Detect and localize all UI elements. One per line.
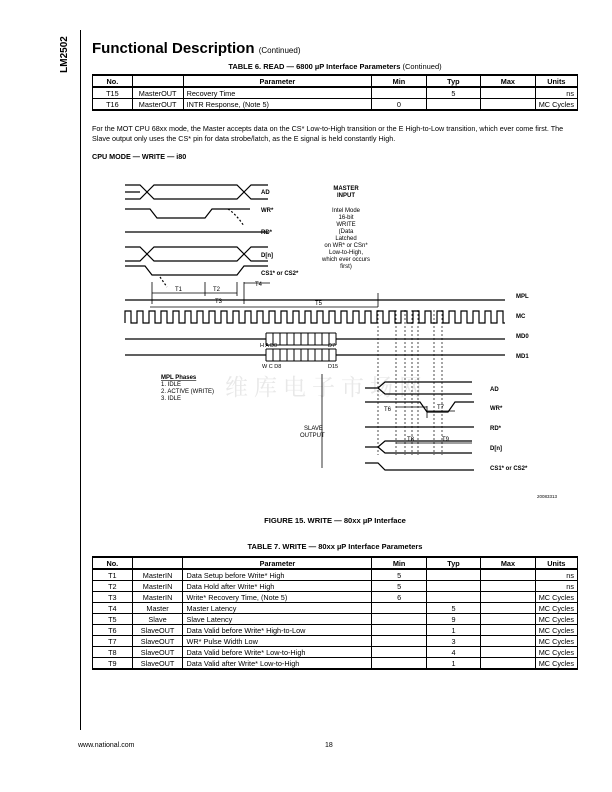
slave-sig-cs: CS1* or CS2* <box>490 466 528 472</box>
table-cell-max <box>481 569 535 581</box>
bus-label-mc: MC <box>516 314 526 320</box>
timing-t1: T1 <box>175 287 183 293</box>
table-cell-type: Master <box>132 603 183 614</box>
table-cell-min: 5 <box>372 581 426 592</box>
table-cell-param: Data Valid before Write* Low-to-High <box>183 647 372 658</box>
table-cell-no: T7 <box>93 636 133 647</box>
table-header-cell: Parameter <box>183 75 372 87</box>
section-title-text: Functional Description <box>92 40 255 57</box>
table-cell-type: MasterOUT <box>132 99 183 111</box>
bus-label-md0: MD0 <box>516 334 529 340</box>
table-cell-type: SlaveOUT <box>132 658 183 670</box>
table-cell-units: MC Cycles <box>535 614 577 625</box>
table-cell-typ: 5 <box>426 87 480 99</box>
master-input-note-line: which ever occurs <box>321 257 371 263</box>
master-input-note-line: on WR* or CSn* <box>324 243 368 249</box>
table-cell-max <box>481 658 535 670</box>
table-cell-units: MC Cycles <box>535 647 577 658</box>
table-cell-max <box>481 625 535 636</box>
slave-sig-wr: WR* <box>490 406 503 412</box>
table-cell-max <box>481 581 535 592</box>
table-cell-typ <box>426 569 480 581</box>
mpl-phase-3: 3. IDLE <box>161 396 182 402</box>
table-cell-max <box>481 603 535 614</box>
table-cell-units: MC Cycles <box>535 636 577 647</box>
table-cell-param: Data Hold after Write* High <box>183 581 372 592</box>
table-header-cell: Units <box>535 557 577 569</box>
timing-t3: T3 <box>215 299 223 305</box>
table-header-cell: Units <box>535 75 577 87</box>
table6-caption: TABLE 6. READ — 6800 µP Interface Parameters (Continued) <box>228 62 442 71</box>
table-row <box>93 614 578 625</box>
table-cell-min <box>372 625 426 636</box>
table-cell-type: SlaveOUT <box>132 636 183 647</box>
body-paragraph: For the MOT CPU 68xx mode, the Master accepts data on the CS* Low-to-High transition or the E High-to-Low transition, which ever come first. The Slave output only uses the CS* pin for data strobe/latch, as the E signal is held constantly High. <box>92 124 564 143</box>
table-row <box>93 581 578 592</box>
mpl-phases-title: MPL Phases <box>161 375 197 381</box>
table-cell-no: T16 <box>93 99 133 111</box>
table-cell-param: Recovery Time <box>183 87 372 99</box>
table7-caption: TABLE 7. WRITE — 80xx µP Interface Parameters <box>247 542 423 551</box>
table-row <box>93 625 578 636</box>
table-cell-units: MC Cycles <box>535 99 577 111</box>
table-cell-max <box>481 647 535 658</box>
figure-caption: FIGURE 15. WRITE — 80xx µP Interface <box>264 516 406 525</box>
table-row <box>93 603 578 614</box>
table-cell-min <box>372 658 426 670</box>
md-tag-d15: D15 <box>328 364 339 370</box>
watermark: 维库电子市场网 <box>225 374 428 400</box>
table-cell-no: T8 <box>93 647 133 658</box>
master-sig-cs: CS1* or CS2* <box>261 271 299 277</box>
slave-sig-ad: AD <box>490 387 499 393</box>
table-cell-units: ns <box>535 569 577 581</box>
mc-clock-waveform <box>125 311 505 323</box>
table-cell-param: WR* Pulse Width Low <box>183 636 372 647</box>
footer-url: www.national.com <box>78 742 135 749</box>
mpl-phase-2: 2. ACTIVE (WRITE) <box>161 389 215 395</box>
table-cell-type: MasterIN <box>132 569 183 581</box>
table-cell-min: 0 <box>372 99 426 111</box>
master-input-note-line: Intel Mode <box>331 208 361 214</box>
table-cell-type: SlaveOUT <box>132 625 183 636</box>
table-cell-typ: 1 <box>426 658 480 670</box>
table-cell-units: ns <box>535 87 577 99</box>
slave-output-title-2: OUTPUT <box>300 433 325 439</box>
table-cell-max <box>481 592 535 603</box>
timing-t8: T8 <box>407 437 415 443</box>
timing-t2: T2 <box>213 287 221 293</box>
table-cell-no: T1 <box>93 569 133 581</box>
table-cell-param: Master Latency <box>183 603 372 614</box>
table-header-cell: Parameter <box>183 557 372 569</box>
master-input-note-line: (Data <box>338 229 354 235</box>
master-input-title-2: INPUT <box>337 193 355 199</box>
table-cell-typ <box>426 581 480 592</box>
table-cell-typ: 1 <box>426 625 480 636</box>
table-cell-min <box>372 614 426 625</box>
table-cell-units: MC Cycles <box>535 658 577 670</box>
figure-id: 20083313 <box>537 494 558 499</box>
master-input-note-line: Low-to-High, <box>328 250 364 256</box>
cpu-mode-heading: CPU MODE — WRITE — i80 <box>92 152 187 161</box>
table-cell-type: MasterIN <box>132 592 183 603</box>
master-input-title-1: MASTER <box>333 186 359 192</box>
side-label: LM2502 <box>58 36 70 73</box>
table-header-cell <box>132 557 183 569</box>
table-cell-units: MC Cycles <box>535 625 577 636</box>
table-cell-typ: 5 <box>426 603 480 614</box>
table-cell-min <box>372 647 426 658</box>
table-cell-no: T2 <box>93 581 133 592</box>
md-tag-had0: H A D0 <box>260 343 278 349</box>
master-sig-ad: AD <box>261 190 270 196</box>
table-cell-param: Data Valid after Write* Low-to-High <box>183 658 372 670</box>
table-cell-min: 6 <box>372 592 426 603</box>
table-cell-type: SlaveOUT <box>132 647 183 658</box>
table-cell-typ: 9 <box>426 614 480 625</box>
table-cell-type: MasterIN <box>132 581 183 592</box>
timing-t6: T6 <box>384 407 392 413</box>
table-row <box>93 647 578 658</box>
table-cell-max <box>481 614 535 625</box>
master-input-note-line: WRITE <box>336 222 356 228</box>
table-header-cell: Min <box>372 557 426 569</box>
md-tag-wcd8: W C D8 <box>262 364 282 370</box>
table-cell-type: MasterOUT <box>132 87 183 99</box>
footer-page-number: 18 <box>325 742 333 749</box>
timing-t9: T9 <box>442 437 450 443</box>
section-title-continued: (Continued) <box>258 46 301 55</box>
table-cell-typ <box>426 592 480 603</box>
table-cell-param: Data Valid before Write* High-to-Low <box>183 625 372 636</box>
table-cell-param: Slave Latency <box>183 614 372 625</box>
bus-label-md1: MD1 <box>516 354 529 360</box>
table-header-cell: Max <box>481 75 536 87</box>
table-cell-typ: 4 <box>426 647 480 658</box>
table-cell-max <box>481 636 535 647</box>
table-cell-units: MC Cycles <box>535 592 577 603</box>
table-cell-min: 5 <box>372 569 426 581</box>
master-input-note-line: 16-bit <box>338 215 354 221</box>
table-row <box>93 636 578 647</box>
table-cell-type: Slave <box>132 614 183 625</box>
table-cell-param: Write* Recovery Time, (Note 5) <box>183 592 372 603</box>
mpl-phase-1: 1. IDLE <box>161 382 182 388</box>
table-cell-min <box>372 603 426 614</box>
table-row <box>93 658 578 670</box>
table-cell-no: T9 <box>93 658 133 670</box>
table7 <box>92 556 578 670</box>
table-cell-min <box>372 636 426 647</box>
master-sig-rd: RD* <box>261 230 273 236</box>
table-header-cell: No. <box>93 75 133 87</box>
table-cell-units: MC Cycles <box>535 603 577 614</box>
slave-sig-dn: D[n] <box>490 446 502 452</box>
table-cell-param: Data Setup before Write* High <box>183 569 372 581</box>
table-header-cell: Typ <box>426 75 480 87</box>
table-cell-units: ns <box>535 581 577 592</box>
table-header-cell: Min <box>372 75 426 87</box>
master-input-note-line: first) <box>340 264 352 270</box>
table-cell-no: T6 <box>93 625 133 636</box>
table-cell-param: INTR Response, (Note 5) <box>183 99 372 111</box>
table-header-cell: Max <box>481 557 535 569</box>
table-cell-no: T15 <box>93 87 133 99</box>
table-cell-no: T4 <box>93 603 133 614</box>
table-cell-typ: 3 <box>426 636 480 647</box>
table7-header-row <box>93 557 578 569</box>
bus-label-mpl: MPL <box>516 294 529 300</box>
master-sig-dn: D[n] <box>261 253 273 259</box>
slave-output-title-1: SLAVE <box>304 426 323 432</box>
md-tag-d7: D7 <box>328 343 336 349</box>
table-row <box>93 569 578 581</box>
master-sig-wr: WR* <box>261 208 274 214</box>
timing-t7: T7 <box>437 405 445 411</box>
table-header-cell: Typ <box>426 557 480 569</box>
timing-t5: T5 <box>315 301 323 307</box>
slave-sig-rd: RD* <box>490 426 502 432</box>
table-cell-no: T5 <box>93 614 133 625</box>
timing-t4: T4 <box>255 282 263 288</box>
table-header-cell: No. <box>93 557 133 569</box>
table-cell-no: T3 <box>93 592 133 603</box>
table-row <box>93 592 578 603</box>
master-input-note-line: Latched <box>335 236 357 242</box>
